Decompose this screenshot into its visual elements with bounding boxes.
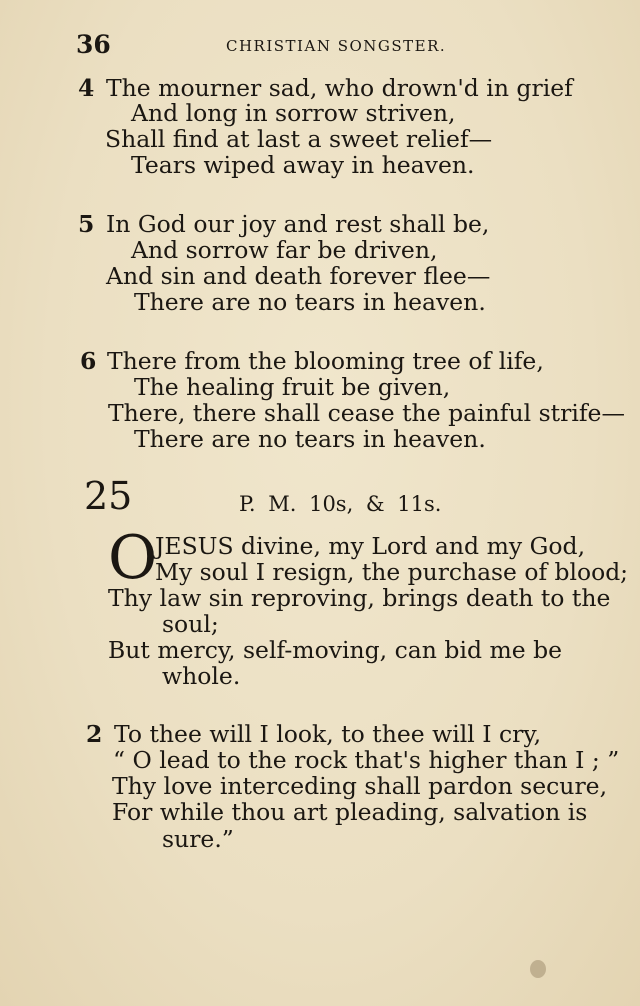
verse-number: 4 bbox=[78, 74, 95, 102]
verse-line: And long in sorrow striven, bbox=[131, 99, 456, 127]
verse-line: There, there shall cease the painful strife— bbox=[108, 399, 625, 427]
verse-number: 2 bbox=[86, 720, 103, 748]
verse-line: Shall find at last a sweet relief— bbox=[105, 125, 493, 153]
verse-line: For while thou art pleading, salvation is bbox=[112, 798, 588, 826]
verse-line: And sorrow far be driven, bbox=[131, 236, 438, 264]
drop-cap: O bbox=[108, 523, 158, 593]
hymn-number: 25 bbox=[84, 474, 133, 518]
verse-line: There are no tears in heaven. bbox=[134, 425, 486, 453]
verse-line: Tears wiped away in heaven. bbox=[131, 151, 475, 179]
verse-line: And sin and death forever flee— bbox=[106, 262, 491, 290]
hymn-meter: P. M. 10s, & 11s. bbox=[239, 492, 442, 516]
verse-line: There are no tears in heaven. bbox=[134, 288, 486, 316]
verse-line: My soul I resign, the purchase of blood; bbox=[155, 558, 629, 586]
verse-line: Thy law sin reproving, brings death to the bbox=[108, 584, 611, 612]
verse-line: The healing fruit be given, bbox=[134, 373, 451, 401]
verse-line: Thy love interceding shall pardon secure, bbox=[112, 772, 608, 800]
verse-line: JESUS divine, my Lord and my God, bbox=[155, 532, 586, 560]
verse-line: There from the blooming tree of life, bbox=[107, 347, 544, 375]
verse-line: In God our joy and rest shall be, bbox=[106, 210, 490, 238]
verse-line: But mercy, self-moving, can bid me be bbox=[108, 636, 563, 664]
verse-line: “ O lead to the rock that's higher than I ; ” bbox=[113, 746, 620, 774]
verse-line: The mourner sad, who drown'd in grief bbox=[106, 74, 573, 102]
verse-line: whole. bbox=[162, 662, 241, 690]
verse-line: To thee will I look, to thee will I cry, bbox=[114, 720, 542, 748]
page-number: 36 bbox=[76, 30, 111, 59]
verse-number: 6 bbox=[80, 347, 97, 375]
running-title: CHRISTIAN SONGSTER. bbox=[226, 37, 447, 55]
verse-number: 5 bbox=[78, 210, 95, 238]
ink-smudge bbox=[530, 960, 546, 978]
verse-line: soul; bbox=[162, 610, 219, 638]
verse-line: sure.” bbox=[162, 825, 234, 853]
